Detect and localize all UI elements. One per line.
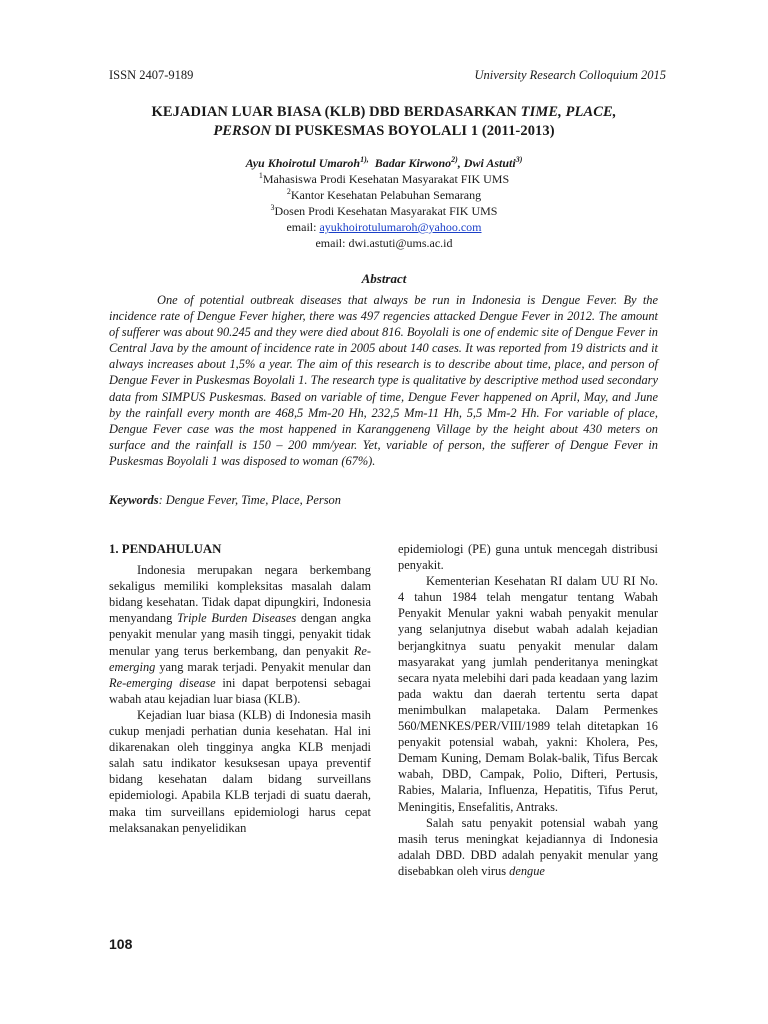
title-italic-1: TIME, PLACE, (520, 104, 617, 120)
section-heading: 1. PENDAHULUAN (109, 542, 222, 556)
author-1-sup: 1), (360, 155, 369, 164)
affiliation-3-sup: 3 (270, 203, 275, 212)
email-2-label: email: (315, 236, 349, 250)
paper-title (110, 103, 658, 141)
email-2-line (110, 235, 658, 251)
author-3-sup: 3) (515, 155, 523, 164)
affiliation-1-sup: 1 (258, 171, 263, 180)
p2-text-a: Salah satu penyakit potensial wabah yang masih terus meningkat kejadiannya di Indonesia adalah DBD. DBD adalah penyakit menular yang disebabkan oleh virus (398, 815, 658, 878)
p1-text-b: dengan angka penyakit menular yang masih tinggi, penyakit tidak menular yang terus berkembang, dan penyakit (109, 611, 372, 658)
right-column (398, 541, 658, 879)
title-part-1: KEJADIAN LUAR BIASA (KLB) DBD BERDASARKAN (151, 104, 521, 120)
author-block (110, 155, 658, 251)
affiliation-3-text: Dosen Prodi Kesehatan Masyarakat FIK UMS (274, 204, 498, 218)
right-paragraph-2 (398, 815, 658, 879)
right-paragraph-0: epidemiologi (PE) guna untuk mencegah distribusi penyakit. (398, 542, 658, 573)
affiliation-3 (110, 203, 658, 219)
abstract-text: One of potential outbreak diseases that always be run in Indonesia is Dengue Fever. By the incidence rate of Dengue Fever higher, there was 497 regencies attacked Dengue Fever in 2012. The amount of sufferer was about 90.245 and they were died about 816. Boyolali is one of endemic site of Dengue Fever in Central Java by the amount of incidence rate in 2005 about 140 cases. It was reported from 19 districts and it always increases about 1,5% a year. The aim of this research is to describe about time, place, and person of Dengue Fever in Puskesmas Boyolali 1. The research type is qualitative by descriptive method used secondary data from SIMPUS Puskesmas. Based on variable of time, Dengue Fever happened on April, May, and June by the rainfall every month are 468,5 Mm-20 Hh, 232,5 Mm-11 Hh, 5,5 Mm-2 Hh. For variable of place, Dengue Fever case was the most happened in Karanggeneng Village by the height about 430 meters on surface and the rainfall is 150 – 200 mm/year. Yet, variable of person, the sufferer of Dengue Fever in Puskesmas Boyolali 1 was disposed to woman (67%). (109, 293, 658, 468)
issn-header: ISSN 2407-9189 (109, 68, 194, 82)
p1-italic-1: Triple Burden Diseases (177, 611, 297, 626)
title-italic-2: PERSON (213, 123, 272, 139)
author-3: Dwi Astuti (463, 156, 516, 170)
affiliation-1-text: Mahasiswa Prodi Kesehatan Masyarakat FIK UMS (262, 172, 510, 186)
left-column (109, 541, 371, 836)
affiliation-2-text: Kantor Kesehatan Pelabuhan Semarang (290, 188, 482, 202)
p1-text-a: Indonesia merupakan negara berkembang sekaligus memiliki kompleksitas masalah dalam bidang kesehatan. Tidak dapat dipungkiri, Indonesia menyandang (109, 563, 371, 626)
keywords-text: : Dengue Fever, Time, Place, Person (158, 493, 341, 507)
intro-paragraph-2: Kejadian luar biasa (KLB) di Indonesia masih cukup menjadi perhatian dunia kesehatan. Hal ini dikarenakan oleh tingginya angka KLB menjadi salah satu indikator kesuksesan upaya preventif bidang kesehatan dalam bidang surveillans epidemiologi. Apabila KLB terjadi di suatu daerah, maka tim surveillans epidemiologi harus cepat melaksanakan penyelidikan (109, 707, 371, 835)
title-part-2: DI PUSKESMAS BOYOLALI 1 (2011-2013) (271, 123, 555, 139)
p2-italic: dengue (509, 863, 545, 878)
author-names (110, 155, 658, 171)
affiliation-2-sup: 2 (286, 187, 291, 196)
author-separator: , (457, 156, 461, 170)
conference-header: University Research Colloquium 2015 (474, 68, 666, 82)
author-1: Ayu Khoirotul Umaroh (245, 156, 361, 170)
page-number: 108 (109, 936, 133, 952)
intro-paragraph-1 (109, 562, 371, 707)
p1-italic-2: Re-emerging (109, 643, 371, 674)
author-2-sup: 2) (451, 155, 458, 164)
right-paragraph-1: Kementerian Kesehatan RI dalam UU RI No. 4 tahun 1984 telah mengatur tentang Wabah Penyakit Menular yakni wabah penyakit menular yang selanjutnya disebut wabah adalah kejadian berjangkitnya suatu penyakit menular dalam masyarakat yang jumlah penderitanya meningkat secara nyata melebihi dari pada keadaan yang lazim pada waktu dan daerah tertentu serta dapat menimbulkan malapetaka. Dalam Permenkes 560/MENKES/PER/VIII/1989 telah ditetapkan 16 penyakit potensial wabah, yakni: Kholera, Pes, Demam Kuning, Demam Bolak-balik, Tifus Bercak wabah, DBD, Campak, Polio, Difteri, Pertusis, Rabies, Malaria, Influenza, Hepatitis, Tifus Perut, Meningitis, Ensefalitis, Antraks. (398, 574, 658, 814)
affiliation-1 (110, 171, 658, 187)
author-2: Badar Kirwono (374, 156, 452, 170)
keywords-label: Keywords (109, 493, 159, 507)
p1-text-c: yang marak terjadi. Penyakit menular dan (155, 659, 371, 674)
email-1-link[interactable]: ayukhoirotulumaroh@yahoo.com (319, 220, 482, 234)
keywords-line (109, 493, 341, 508)
email-1-line (110, 219, 658, 235)
email-1-label: email: (286, 220, 320, 234)
abstract-heading: Abstract (361, 271, 407, 286)
email-2-text: dwi.astuti@ums.ac.id (348, 236, 453, 250)
affiliation-2 (110, 187, 658, 203)
p1-text-d: ini dapat berpotensi sebagai wabah atau kejadian luar biasa (KLB). (109, 675, 371, 706)
p1-italic-3: Re-emerging disease (109, 675, 216, 690)
